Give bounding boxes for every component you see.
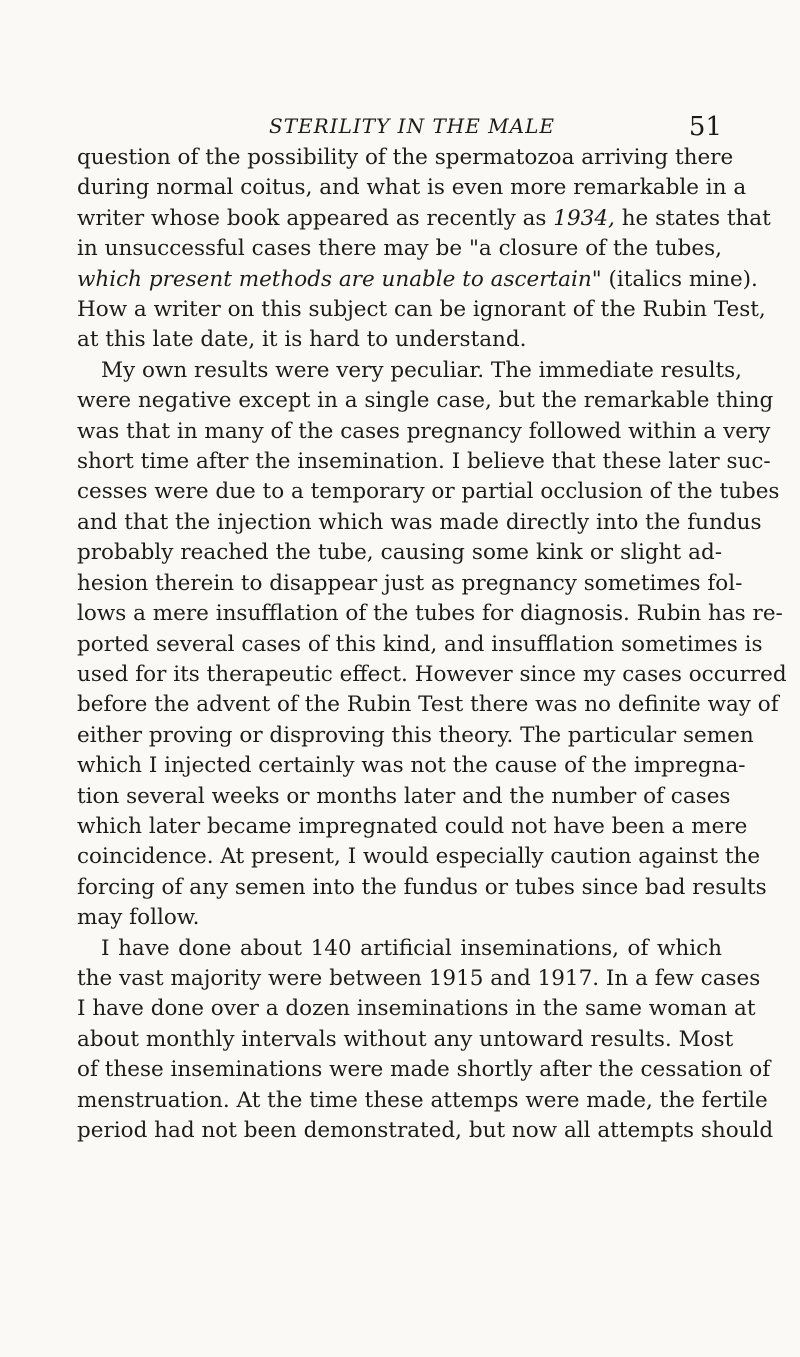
text-segment: question of the possibility of the spermatozoa arriving there: [77, 145, 734, 170]
text-segment: of these inseminations were made shortly after the cessation of: [77, 1057, 771, 1083]
text-line: [77, 934, 722, 964]
text-segment: which later became impregnated could not have been a mere: [77, 813, 748, 839]
text-line: [77, 903, 722, 933]
text-segment: the vast majority were between 1915 and 1917. In a few cases: [77, 965, 761, 991]
text-line: [77, 477, 780, 507]
text-segment: (italics mine).: [601, 266, 758, 292]
text-segment: ported several cases of this kind, and insufflation sometimes is: [77, 631, 763, 657]
text-segment: used for its therapeutic effect. However since my cases occurred: [77, 661, 787, 687]
text-line: [77, 842, 761, 872]
text-segment: writer whose book appeared as recently as: [77, 205, 554, 231]
text-line: [77, 508, 762, 538]
text-line: [77, 386, 774, 416]
running-head: STERILITY IN THE MALE: [269, 114, 555, 138]
text-segment: My own results were very peculiar. The immediate results,: [101, 357, 742, 383]
paragraph-3: [77, 934, 774, 1147]
text-segment: in unsuccessful cases there may be "a closure of the tubes,: [77, 236, 722, 262]
text-line: [77, 599, 783, 629]
text-line: [77, 538, 722, 568]
text-line: [77, 630, 763, 660]
text-segment: were negative except in a single case, but the remarkable thing: [77, 388, 774, 414]
text-segment: coincidence. At present, I would especially caution against the: [77, 844, 761, 870]
text-segment: I have done over a dozen inseminations in the same woman at: [77, 996, 756, 1022]
text-segment: forcing of any semen into the fundus or tubes since bad results: [77, 874, 767, 900]
text-line: [77, 782, 731, 812]
text-line: [77, 1025, 734, 1055]
text-line: [77, 234, 722, 264]
text-line: [77, 569, 743, 599]
text-line: [77, 356, 742, 386]
text-segment: short time after the insemination. I believe that these later suc-: [77, 449, 771, 475]
text-segment: may follow.: [77, 905, 200, 931]
text-segment: hesion therein to disappear just as pregnancy sometimes fol-: [77, 570, 743, 596]
text-line: [77, 325, 722, 355]
text-line: [77, 295, 766, 325]
text-line: [77, 873, 767, 903]
text-line: [77, 265, 758, 295]
text-segment: either proving or disproving this theory. The particular semen: [77, 722, 754, 748]
text-line: [77, 1055, 771, 1085]
text-segment: period had not been demonstrated, but now all attempts should: [77, 1118, 774, 1143]
italic-text: which present methods are unable to ascertain": [77, 266, 602, 292]
text-segment: lows a mere insufflation of the tubes for diagnosis. Rubin has re-: [77, 601, 783, 627]
text-segment: about monthly intervals without any untoward results. Most: [77, 1026, 734, 1052]
text-segment: at this late date, it is hard to understand.: [77, 327, 527, 353]
text-line: [77, 812, 748, 842]
text-line: [77, 447, 771, 477]
text-line: [77, 751, 746, 781]
text-line: [77, 173, 747, 203]
text-line: [77, 417, 771, 447]
text-segment: probably reached the tube, causing some kink or slight ad-: [77, 540, 722, 566]
text-segment: and that the injection which was made directly into the fundus: [77, 509, 762, 535]
text-segment: cesses were due to a temporary or partial occlusion of the tubes: [77, 479, 780, 505]
paragraph-1: [77, 143, 771, 356]
text-line: [77, 964, 761, 994]
body-text: [77, 143, 787, 1146]
italic-text: 1934,: [553, 205, 615, 231]
text-segment: tion several weeks or months later and the number of cases: [77, 783, 731, 809]
text-line: [77, 994, 756, 1024]
text-segment: during normal coitus, and what is even more remarkable in a: [77, 175, 747, 201]
text-line: [77, 721, 754, 751]
text-segment: which I injected certainly was not the cause of the impregna-: [77, 753, 746, 779]
text-line: [77, 204, 771, 234]
text-line: [77, 660, 787, 690]
text-segment: I have done about 140 artificial inseminations, of which: [101, 935, 722, 961]
text-segment: he states that: [614, 205, 771, 231]
text-line: [77, 690, 779, 720]
paragraph-2: [77, 356, 787, 934]
text-segment: menstruation. At the time these attemps were made, the fertile: [77, 1087, 768, 1113]
text-segment: was that in many of the cases pregnancy followed within a very: [77, 418, 771, 444]
text-segment: How a writer on this subject can be ignorant of the Rubin Test,: [77, 297, 766, 323]
page-number: 51: [688, 112, 722, 142]
text-line: [77, 1086, 768, 1116]
text-segment: before the advent of the Rubin Test there was no definite way of: [77, 692, 779, 718]
text-line: [77, 143, 734, 173]
text-line: [77, 1116, 774, 1146]
